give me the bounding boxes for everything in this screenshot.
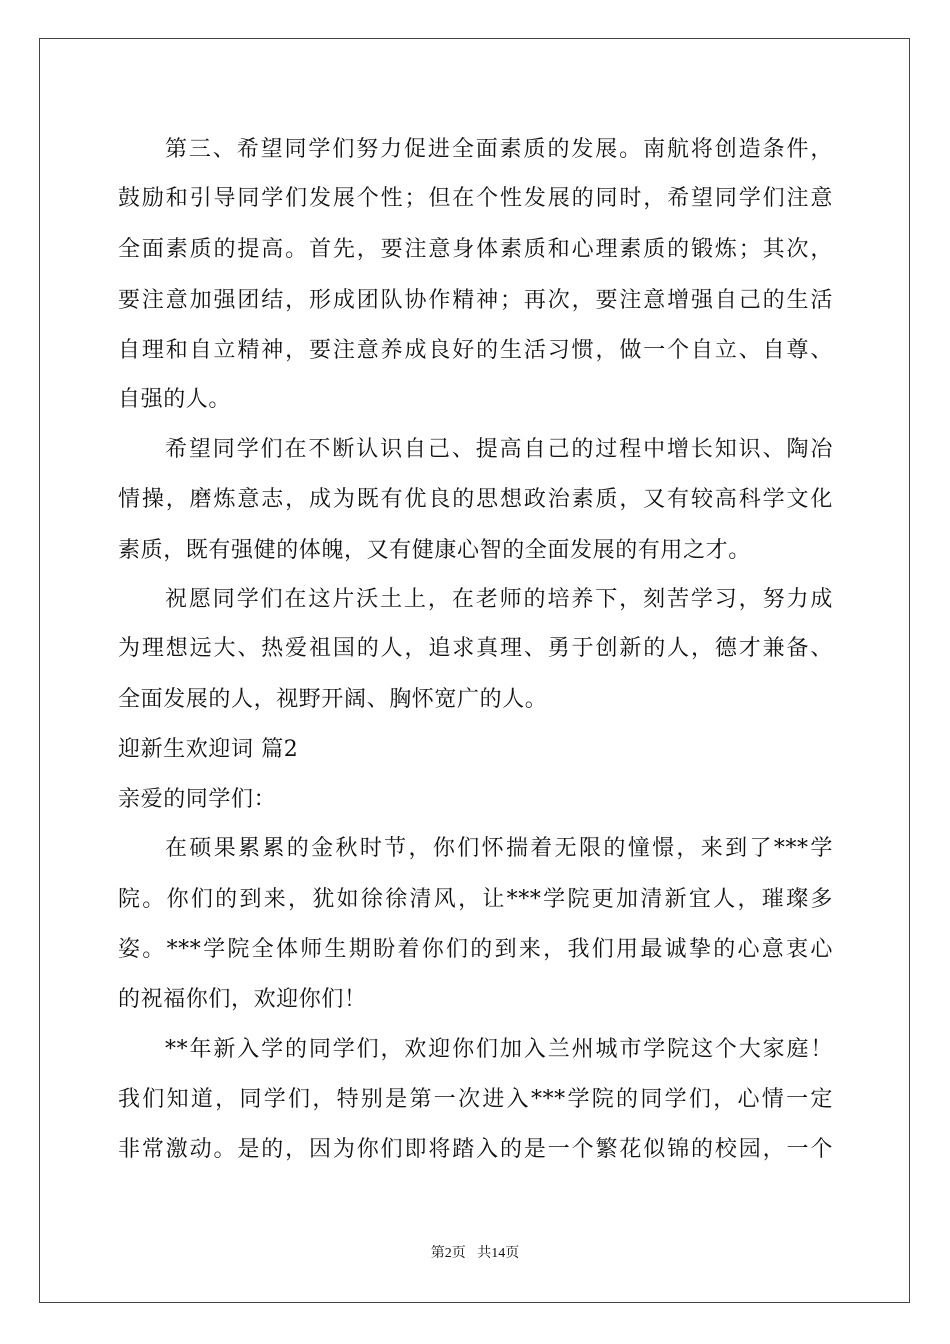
text-line: 为理想远大、热爱祖国的人，追求真理、勇于创新的人，德才兼备、 (118, 636, 833, 661)
text-line: 全面素质的提高。首先，要注意身体素质和心理素质的锻炼；其次， (118, 237, 833, 262)
text-line: 在硕果累累的金秋时节，你们怀揣着无限的憧憬，来到了***学 (165, 836, 833, 861)
page-footer (0, 1245, 950, 1263)
page-number: 第2页 (430, 1246, 466, 1261)
text-line: 自理和自立精神，要注意养成良好的生活习惯，做一个自立、自尊、 (118, 338, 833, 363)
text-line: 全面发展的人，视野开阔、胸怀宽广的人。 (118, 687, 548, 712)
text-line: 祝愿同学们在这片沃土上，在老师的培养下，刻苦学习，努力成 (165, 587, 833, 612)
text-line: 第三、希望同学们努力促进全面素质的发展。南航将创造条件， (165, 137, 833, 162)
text-line: 要注意加强团结，形成团队协作精神；再次，要注意增强自己的生活 (118, 288, 833, 313)
text-line: **年新入学的同学们，欢迎你们加入兰州城市学院这个大家庭！ (165, 1037, 833, 1062)
text-line: 鼓励和引导同学们发展个性；但在个性发展的同时，希望同学们注意 (118, 186, 833, 211)
text-line: 院。你们的到来，犹如徐徐清风，让***学院更加清新宜人，璀璨多 (118, 887, 833, 912)
text-line: 的祝福你们，欢迎你们！ (118, 987, 367, 1012)
salutation: 亲爱的同学们： (118, 787, 277, 812)
text-line: 姿。***学院全体师生期盼着你们的到来，我们用最诚挚的心意衷心 (118, 937, 833, 962)
text-line: 非常激动。是的，因为你们即将踏入的是一个繁花似锦的校园，一个 (118, 1137, 833, 1162)
section-heading: 迎新生欢迎词 篇2 (118, 737, 299, 762)
text-line: 自强的人。 (118, 387, 232, 412)
text-line: 情操，磨炼意志，成为既有优良的思想政治素质，又有较高科学文化 (118, 487, 833, 512)
text-line: 我们知道，同学们，特别是第一次进入***学院的同学们，心情一定 (118, 1087, 833, 1112)
text-line: 素质，既有强健的体魄，又有健康心智的全面发展的有用之才。 (118, 538, 751, 563)
page-total: 共14页 (477, 1246, 520, 1261)
text-line: 希望同学们在不断认识自己、提高自己的过程中增长知识、陶冶 (165, 437, 833, 462)
